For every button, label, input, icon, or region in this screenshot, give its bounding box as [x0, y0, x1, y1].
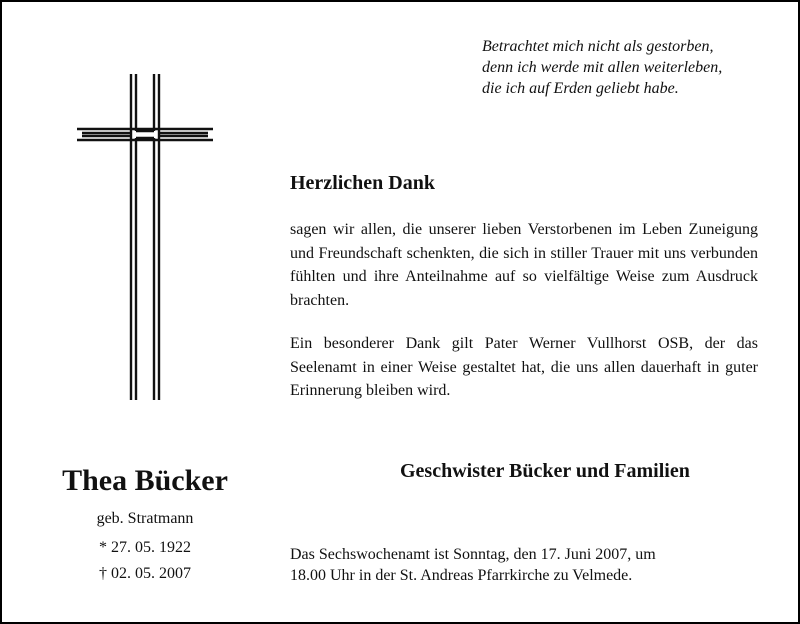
death-date: † 02. 05. 2007 — [99, 565, 191, 582]
poem-line: Betrachtet mich nicht als gestorben, — [482, 38, 714, 55]
poem-line: die ich auf Erden geliebt habe. — [482, 80, 679, 97]
maiden-name: geb. Stratmann — [96, 510, 194, 527]
birth-date: * 27. 05. 1922 — [99, 539, 191, 556]
deceased-name: Thea Bücker — [62, 464, 228, 497]
poem-quote — [482, 36, 782, 99]
family-signature: Geschwister Bücker und Familien — [400, 460, 690, 482]
thanks-paragraph: sagen wir allen, die unserer lieben Verstorbenen im Leben Zuneigung und Freundschaft schenkten, die sich in stiller Trauer mit uns verbunden fühlten und ihre Anteilnahme auf so vielfältige Weise zum Ausdruck brachten. — [290, 221, 758, 309]
cross-icon — [77, 74, 213, 400]
thanks-heading: Herzlichen Dank — [290, 172, 435, 194]
special-thanks-paragraph: Ein besonderer Dank gilt Pater Werner Vullhorst OSB, der das Seelenamt in einer Weise gestaltet hat, die uns allen dauerhaft in guter Erinnerung bleiben wird. — [290, 335, 758, 399]
service-line: Das Sechswochenamt ist Sonntag, den 17. Juni 2007, um — [290, 546, 656, 563]
service-line: 18.00 Uhr in der St. Andreas Pfarrkirche zu Velmede. — [290, 567, 633, 584]
poem-line: denn ich werde mit allen weiterleben, — [482, 59, 723, 76]
service-notice — [290, 544, 710, 586]
